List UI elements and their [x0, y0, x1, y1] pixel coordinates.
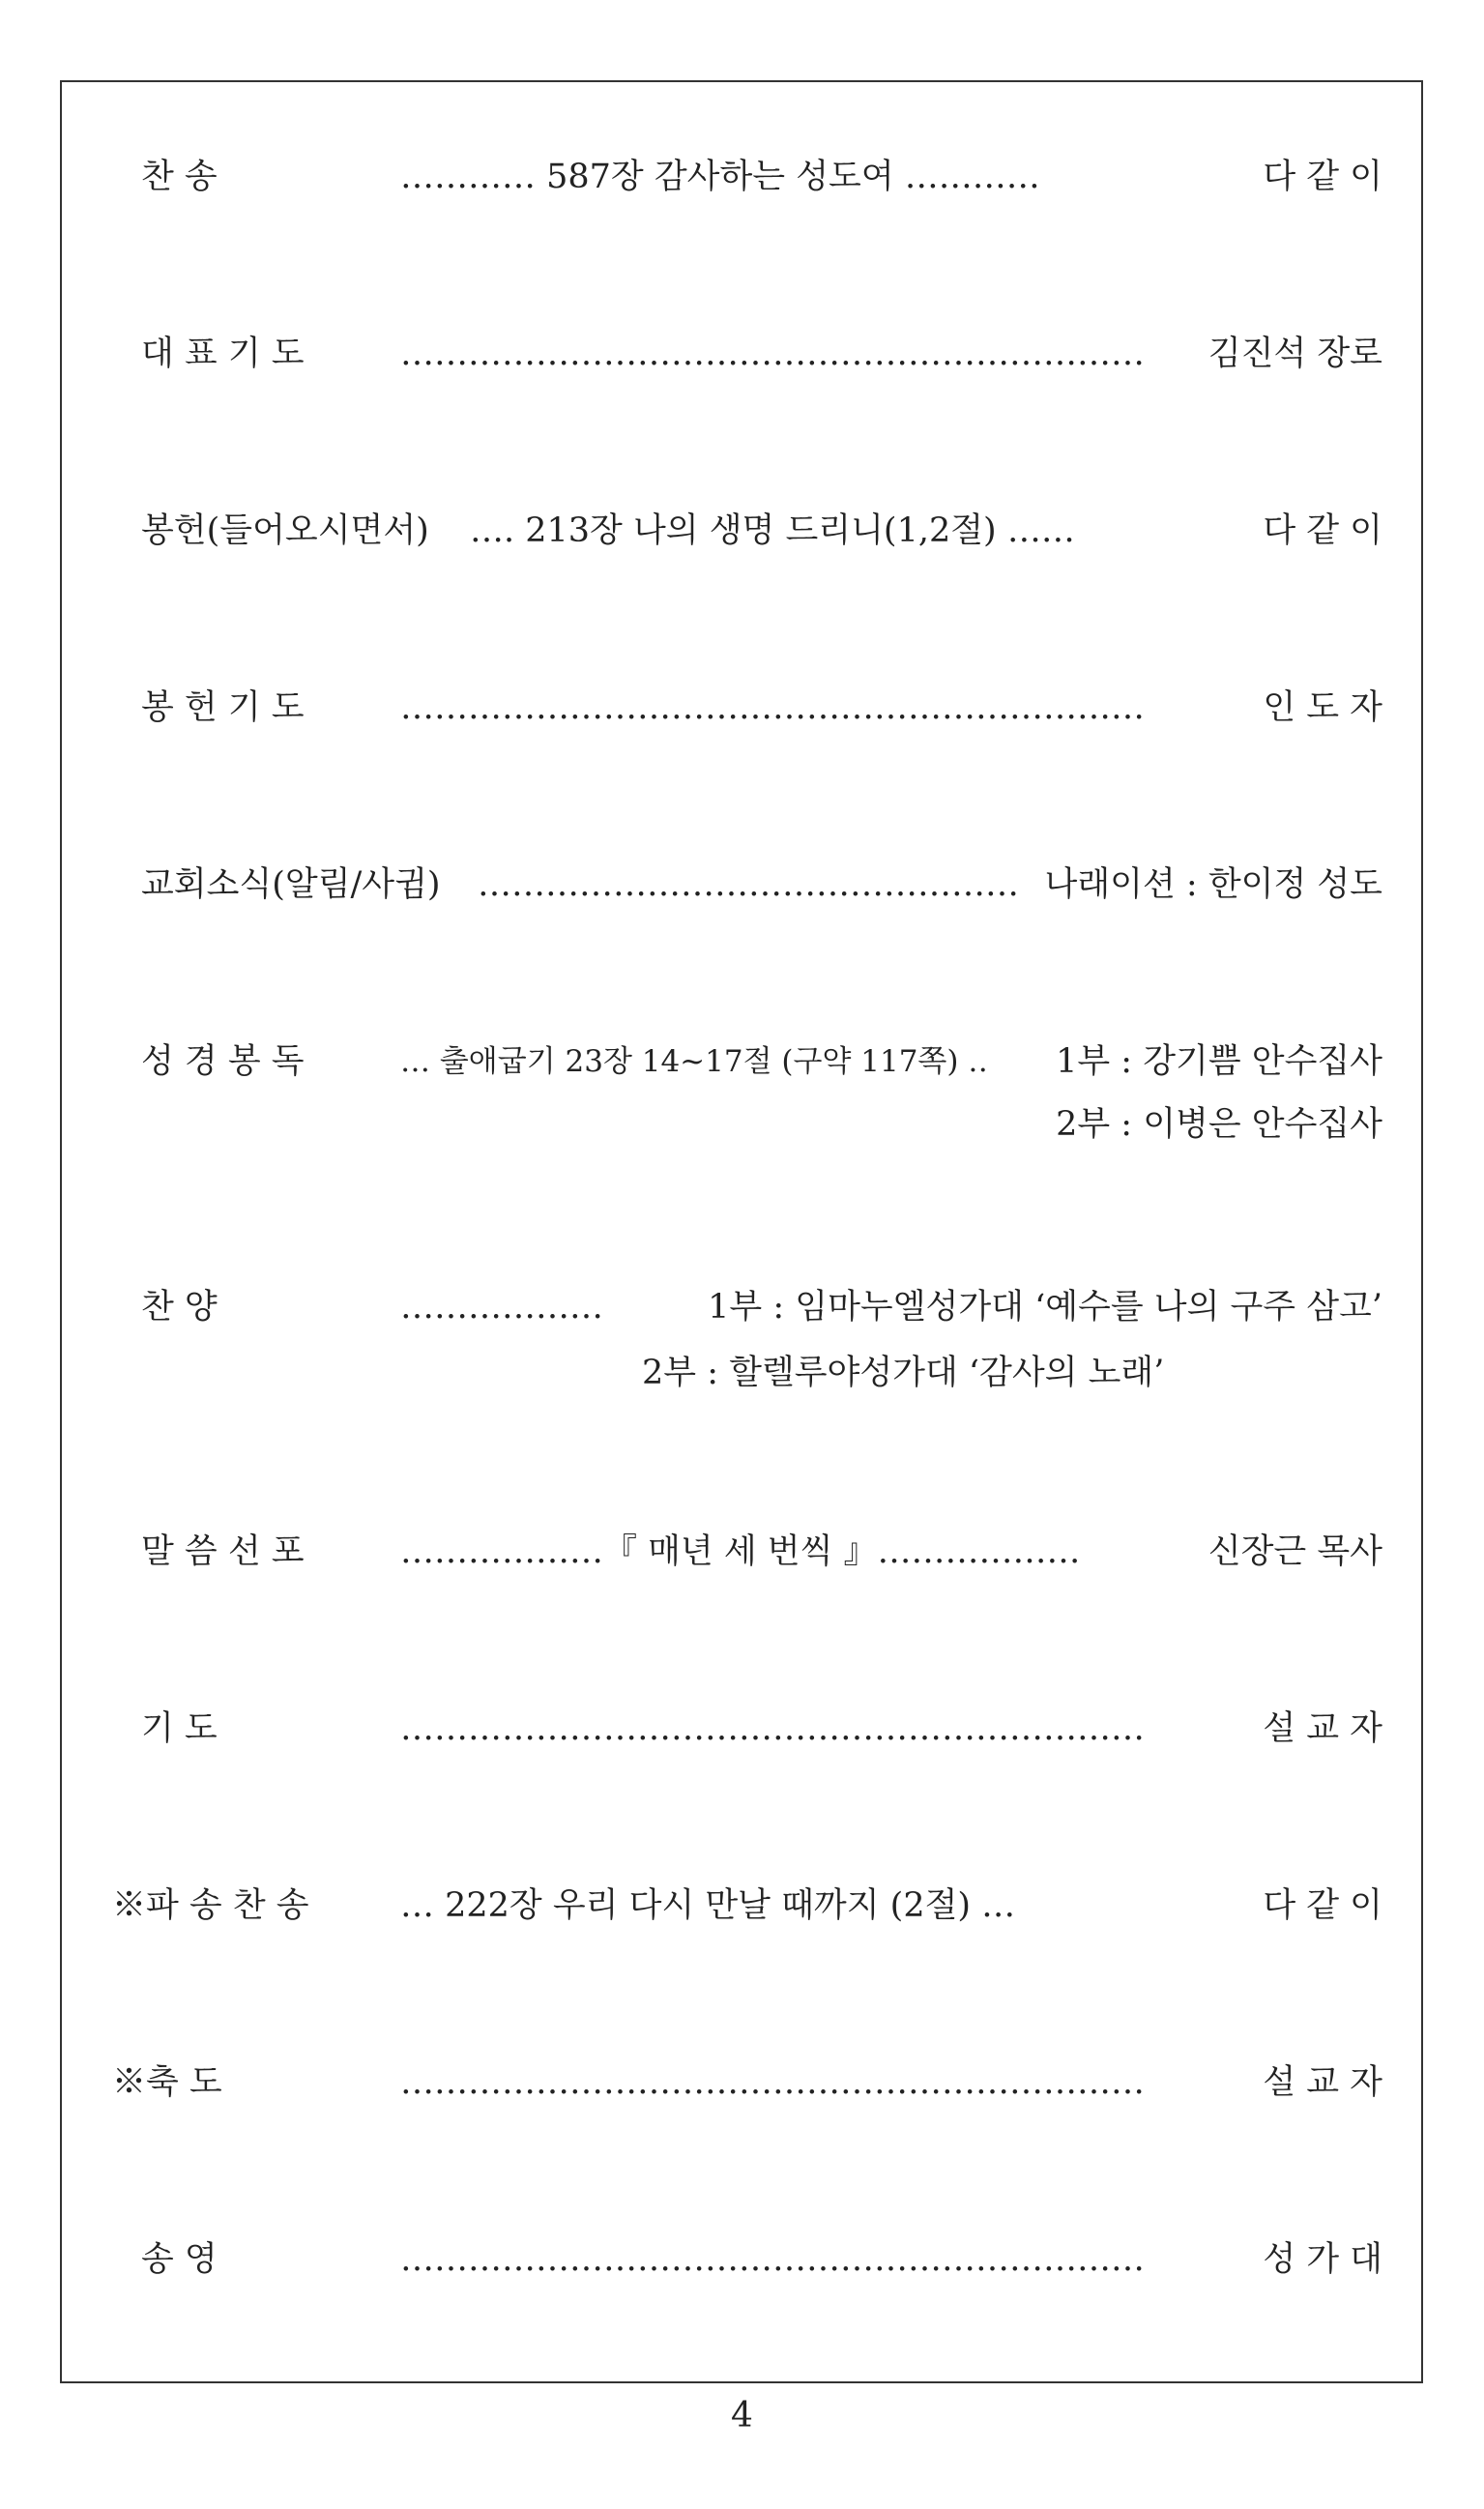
item-label: 성 경 봉 독 [141, 1042, 305, 1081]
worship-item-row [141, 1278, 1382, 1336]
item-detail: … 222장 우리 다시 만날 때까지 (2절) … [400, 1886, 1016, 1925]
item-label: 봉헌(들어오시면서) [141, 511, 429, 550]
worship-item-row [141, 148, 1382, 206]
item-detail: …. 213장 나의 생명 드리니(1,2절) …… [470, 511, 1075, 550]
worship-item-row [141, 1700, 1382, 1758]
worship-item-row [141, 325, 1382, 383]
item-detail: ………………………………………………………… [400, 2240, 1145, 2279]
item-leader: 설 교 자 [1263, 2063, 1382, 2102]
item-detail: ………………………………………………………… [400, 335, 1145, 373]
item-label: 송 영 [141, 2240, 218, 2279]
item-detail: ………………………………………… [478, 865, 1019, 904]
item-label: 말 씀 선 포 [141, 1532, 305, 1571]
item-leader: 1부 : 강기쁨 안수집사 [1056, 1042, 1382, 1081]
item-label: 교회소식(알림/사귐) [141, 865, 441, 904]
item-detail: ………………………………………………………… [400, 2063, 1145, 2102]
item-label: 기 도 [141, 1709, 218, 1748]
worship-item-row [112, 1877, 1382, 1935]
worship-item-row [112, 2054, 1382, 2112]
item-leader-secondary: 2부 : 이병은 안수집사 [1056, 1105, 1382, 1144]
worship-item-row [141, 1033, 1382, 1091]
item-detail: ………………『 매년 세 번씩 』……………… [400, 1532, 1081, 1571]
item-leader: 인 도 자 [1263, 688, 1382, 727]
item-detail: ………………………………………………………… [400, 688, 1145, 727]
order-of-worship-frame [60, 80, 1423, 2383]
item-leader: 다 같 이 [1263, 1886, 1382, 1925]
worship-item-row [141, 856, 1382, 914]
worship-item-row [141, 679, 1382, 737]
worship-item-row [141, 502, 1382, 560]
worship-item-row [141, 2231, 1382, 2289]
item-leader: 다 같 이 [1263, 511, 1382, 550]
item-leader: 1부 : 임마누엘성가대 ‘예수를 나의 구주 삼고’ [708, 1288, 1382, 1327]
item-leader: 나래이션 : 한이정 성도 [1044, 865, 1382, 904]
item-leader: 설 교 자 [1263, 1709, 1382, 1748]
worship-item-row-continued [141, 1095, 1382, 1153]
item-label: ※축 도 [112, 2063, 222, 2102]
item-leader: 김진석 장로 [1208, 335, 1382, 373]
item-detail: ………………………………………………………… [400, 1709, 1145, 1748]
item-leader: 다 같 이 [1263, 158, 1382, 196]
item-label: 찬 송 [141, 158, 218, 196]
item-leader-secondary: 2부 : 할렐루야성가대 ‘감사의 노래’ [642, 1354, 1165, 1392]
item-detail: ………… 587장 감사하는 성도여 ………… [400, 158, 1040, 196]
item-detail: … 출애굽기 23장 14~17절 (구약 117쪽) ‥ [400, 1044, 988, 1079]
worship-item-row-continued [141, 1344, 1382, 1402]
item-label: 찬 양 [141, 1288, 218, 1327]
page-number: 4 [731, 2396, 753, 2436]
item-label: 대 표 기 도 [141, 335, 305, 373]
item-leader: 신장근 목사 [1208, 1532, 1382, 1571]
item-label: ※파 송 찬 송 [112, 1886, 309, 1925]
item-detail: ……………… [400, 1288, 603, 1327]
worship-item-row [141, 1523, 1382, 1581]
item-label: 봉 헌 기 도 [141, 688, 305, 727]
item-leader: 성 가 대 [1263, 2240, 1382, 2279]
